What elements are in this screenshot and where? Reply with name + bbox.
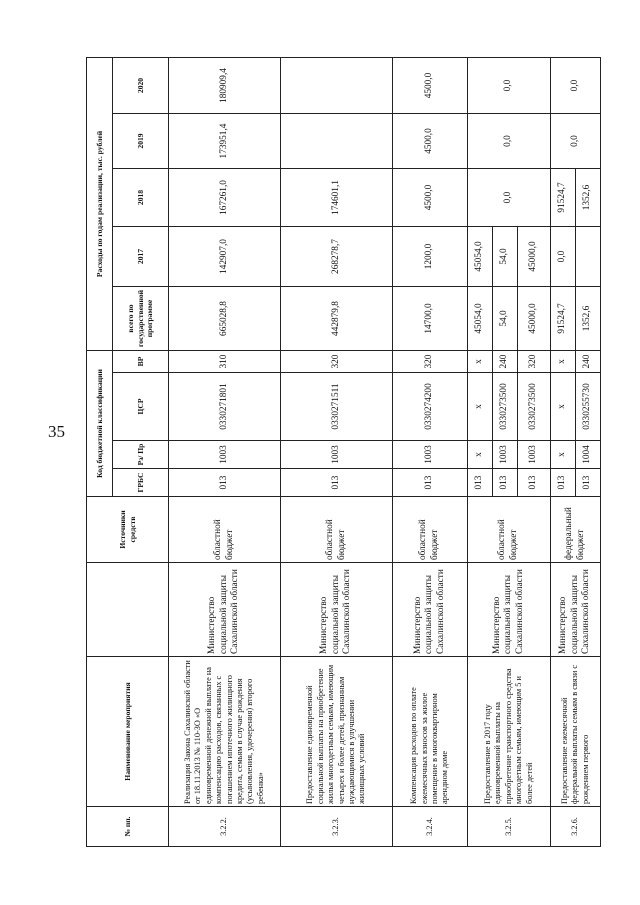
cell-2017: 0,0 bbox=[551, 227, 576, 287]
cell-2018: 91524,7 bbox=[551, 169, 576, 227]
header-code-group: Код бюджетной классификации bbox=[87, 351, 113, 497]
cell-grbs: 013 bbox=[576, 469, 601, 497]
cell-2017 bbox=[576, 227, 601, 287]
header-total: всего по государственной программе bbox=[113, 287, 169, 351]
header-csr: ЦСР bbox=[113, 373, 169, 441]
cell-csr: 0330273500 bbox=[518, 373, 551, 441]
row-executor: Министерство социальной защиты Сахалинской области bbox=[551, 563, 601, 657]
cell-csr: 0330273500 bbox=[493, 373, 518, 441]
table-row bbox=[393, 58, 468, 847]
header-rzpr: Рз/ Пр bbox=[113, 441, 169, 469]
row-number: 3.2.2. bbox=[169, 807, 281, 847]
cell-2017: 54,0 bbox=[493, 227, 518, 287]
cell-grbs: 013 bbox=[169, 469, 281, 497]
header-sources: Источники средств bbox=[87, 497, 169, 563]
cell-total: 45054,0 bbox=[468, 287, 493, 351]
header-2019: 2019 bbox=[113, 114, 169, 169]
row-number: 3.2.4. bbox=[393, 807, 468, 847]
page-number: 35 bbox=[48, 422, 65, 441]
row-number: 3.2.5. bbox=[468, 807, 551, 847]
row-name: Предоставление в 2017 году единовременной выплаты на приобретение транспортного средства многодетным семьям, имеющим 5 и более детей bbox=[468, 657, 551, 807]
cell-2017: 1200,0 bbox=[393, 227, 468, 287]
row-number: 3.2.6. bbox=[551, 807, 601, 847]
cell-csr: х bbox=[551, 373, 576, 441]
cell-2020: 0,0 bbox=[468, 58, 551, 114]
cell-vr: х bbox=[468, 351, 493, 373]
cell-rzpr: 1004 bbox=[576, 441, 601, 469]
cell-2019: 0,0 bbox=[551, 114, 601, 169]
cell-2017: 142907,0 bbox=[169, 227, 281, 287]
cell-2019: 0,0 bbox=[468, 114, 551, 169]
cell-2020: 180909,4 bbox=[169, 58, 281, 114]
cell-vr: 310 bbox=[169, 351, 281, 373]
cell-csr: 0330271801 bbox=[169, 373, 281, 441]
cell-2020: 0,0 bbox=[551, 58, 601, 114]
cell-total: 45000,0 bbox=[518, 287, 551, 351]
header-2020: 2020 bbox=[113, 58, 169, 114]
cell-grbs: 013 bbox=[393, 469, 468, 497]
row-name: Предоставление единовременной социальной выплаты на приобретение жилья многодетным семьям, имеющим четырех и более детей, признанным нуждающимися в улучшении жилищных условий bbox=[281, 657, 393, 807]
cell-grbs: 013 bbox=[518, 469, 551, 497]
cell-2020 bbox=[281, 58, 393, 114]
cell-vr: 320 bbox=[393, 351, 468, 373]
cell-grbs: 013 bbox=[493, 469, 518, 497]
cell-2020: 4500,0 bbox=[393, 58, 468, 114]
table-row bbox=[281, 58, 393, 847]
row-source: областной бюджет bbox=[393, 497, 468, 563]
cell-grbs: 013 bbox=[468, 469, 493, 497]
cell-csr: х bbox=[468, 373, 493, 441]
cell-2017: 45054,0 bbox=[468, 227, 493, 287]
header-2017: 2017 bbox=[113, 227, 169, 287]
row-name: Компенсация расходов по оплате ежемесячных взносов за жилое помещение в многоквартирном арендном доме bbox=[393, 657, 468, 807]
table-row bbox=[551, 58, 576, 847]
cell-grbs: 013 bbox=[551, 469, 576, 497]
cell-rzpr: х bbox=[468, 441, 493, 469]
header-vr: ВР bbox=[113, 351, 169, 373]
header-spend-group: Расходы по годам реализации, тыс. рублей bbox=[87, 58, 113, 351]
row-executor: Министерство социальной защиты Сахалинской области bbox=[468, 563, 551, 657]
cell-total: 54,0 bbox=[493, 287, 518, 351]
cell-2017: 45000,0 bbox=[518, 227, 551, 287]
cell-2019: 173951,4 bbox=[169, 114, 281, 169]
row-executor: Министерство социальной защиты Сахалинской области bbox=[281, 563, 393, 657]
cell-vr: 320 bbox=[518, 351, 551, 373]
cell-rzpr: 1003 bbox=[493, 441, 518, 469]
cell-2018: 1352,6 bbox=[576, 169, 601, 227]
cell-2017: 268278,7 bbox=[281, 227, 393, 287]
cell-2018: 167261,0 bbox=[169, 169, 281, 227]
header-2018: 2018 bbox=[113, 169, 169, 227]
row-source: областной бюджет bbox=[169, 497, 281, 563]
row-executor: Министерство социальной защиты Сахалинской области bbox=[169, 563, 281, 657]
table-row bbox=[169, 58, 281, 847]
row-source: федеральный бюджет bbox=[551, 497, 601, 563]
cell-2018: 4500,0 bbox=[393, 169, 468, 227]
cell-vr: 240 bbox=[493, 351, 518, 373]
cell-rzpr: 1003 bbox=[169, 441, 281, 469]
cell-grbs: 013 bbox=[281, 469, 393, 497]
cell-vr: 320 bbox=[281, 351, 393, 373]
header-name: Наименование мероприятия bbox=[87, 657, 169, 807]
cell-total: 14700,0 bbox=[393, 287, 468, 351]
row-executor: Министерство социальной защиты Сахалинской области bbox=[393, 563, 468, 657]
header-grbs: ГРБС bbox=[113, 469, 169, 497]
budget-table bbox=[86, 57, 601, 847]
cell-vr: х bbox=[551, 351, 576, 373]
cell-2019 bbox=[281, 114, 393, 169]
header-executor bbox=[87, 563, 169, 657]
cell-total: 1352,6 bbox=[576, 287, 601, 351]
cell-rzpr: 1003 bbox=[518, 441, 551, 469]
row-source: областной бюджет bbox=[468, 497, 551, 563]
row-name: Реализация Закона Сахалинской области от 18.11.2013 № 110-ЗО «О единовременной денежной выплате на компенсацию расходов, связанных с погашением ипотечного жилищного кредита, семьям в случае рождения (усыновления, удочерения) второго ребенка» bbox=[169, 657, 281, 807]
cell-2018: 174601,1 bbox=[281, 169, 393, 227]
row-name: Предоставление ежемесячной федеральной выплаты семьям в связи с рождением первого bbox=[551, 657, 601, 807]
cell-total: 665028,8 bbox=[169, 287, 281, 351]
cell-csr: 0330274200 bbox=[393, 373, 468, 441]
cell-2019: 4500,0 bbox=[393, 114, 468, 169]
cell-vr: 240 bbox=[576, 351, 601, 373]
cell-csr: 0330271511 bbox=[281, 373, 393, 441]
cell-rzpr: х bbox=[551, 441, 576, 469]
row-source: областной бюджет bbox=[281, 497, 393, 563]
table-row bbox=[468, 58, 493, 847]
cell-rzpr: 1003 bbox=[281, 441, 393, 469]
cell-total: 91524,7 bbox=[551, 287, 576, 351]
cell-rzpr: 1003 bbox=[393, 441, 468, 469]
header-no: № пп. bbox=[87, 807, 169, 847]
cell-total: 442879,8 bbox=[281, 287, 393, 351]
cell-2018: 0,0 bbox=[468, 169, 551, 227]
cell-csr: 0330255730 bbox=[576, 373, 601, 441]
row-number: 3.2.3. bbox=[281, 807, 393, 847]
